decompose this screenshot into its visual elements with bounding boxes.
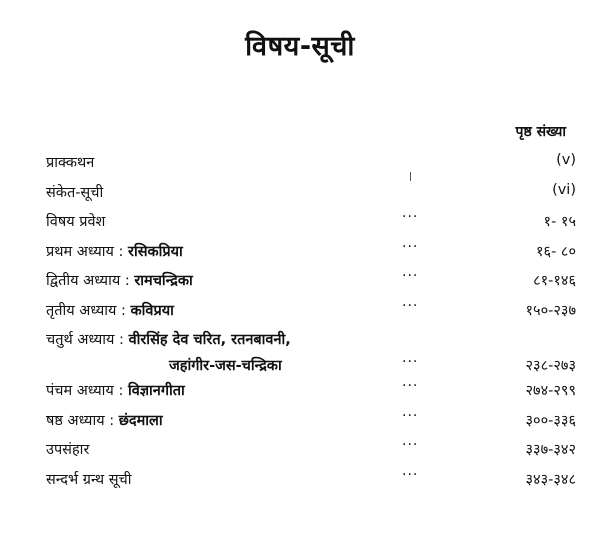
chapter-title: वीरसिंह देव चरित, रतनबावनी, bbox=[128, 332, 291, 348]
toc-entry-pages: ३४३-३४८ bbox=[525, 471, 576, 488]
leader-dots: ··· bbox=[402, 268, 419, 284]
toc-entry-pages: १६- ८० bbox=[535, 243, 576, 260]
toc-entry-chapter-3 bbox=[46, 298, 576, 328]
toc-entry-pages: १- १५ bbox=[543, 214, 576, 230]
toc-entry-chapter-1 bbox=[46, 239, 576, 269]
page-number-column-header: पृष्ठ संख्या bbox=[515, 124, 566, 140]
toc-entry-label: द्वितीय अध्याय : रामचन्द्रिका bbox=[46, 273, 193, 289]
toc-entry-pages: २३८-२७३ bbox=[525, 358, 576, 374]
chapter-title-continued: जहांगीर-जस-चन्द्रिका bbox=[169, 358, 282, 374]
page-title: विषय-सूची bbox=[245, 31, 355, 62]
toc-entry-label: सन्दर्भ ग्रन्थ सूची bbox=[46, 471, 132, 488]
toc-entry-label: तृतीय अध्याय : कविप्रया bbox=[46, 302, 174, 319]
leader-dots: ··· bbox=[402, 297, 419, 314]
toc-entry-label: पंचम अध्याय : विज्ञानगीता bbox=[46, 383, 185, 399]
leader-dots: ··· bbox=[402, 378, 419, 394]
chapter-title: कविप्रया bbox=[130, 302, 174, 319]
toc-entry-upsanhar bbox=[46, 437, 576, 467]
leader-dots: ··· bbox=[402, 354, 419, 370]
toc-entry-chapter-6 bbox=[46, 408, 576, 438]
toc-entry-label: संकेत-सूची bbox=[46, 184, 104, 201]
toc-entry-bibliography bbox=[46, 467, 576, 497]
toc-entry-pages: (v) bbox=[556, 152, 576, 168]
leader-dots: ··· bbox=[402, 238, 419, 255]
toc-entry-pages: ३००-३३६ bbox=[525, 412, 576, 429]
toc-entry-chapter-2 bbox=[46, 268, 576, 298]
leader-dots: ··· bbox=[402, 407, 419, 424]
chapter-title: छंदमाला bbox=[118, 412, 163, 429]
toc-entry-list bbox=[46, 150, 576, 496]
toc-entry-pages: १५०-२३७ bbox=[525, 302, 576, 319]
toc-entry-label: षष्ठ अध्याय : छंदमाला bbox=[46, 412, 163, 429]
toc-entry-pages: (vi) bbox=[552, 181, 576, 198]
toc-entry-label: चतुर्थ अध्याय : वीरसिंह देव चरित, रतनबावनी, जहांगीर-जस-चन्द्रिका bbox=[46, 332, 291, 374]
toc-entry-pages: ८१-१४६ bbox=[533, 273, 576, 289]
toc-entry-label: उपसंहार bbox=[46, 442, 90, 458]
chapter-title: विज्ञानगीता bbox=[127, 383, 185, 399]
chapter-title: रसिकप्रिया bbox=[128, 243, 183, 260]
toc-entry-prakkathan bbox=[46, 150, 576, 180]
toc-entry-chapter-5 bbox=[46, 378, 576, 408]
toc-entry-label: प्रथम अध्याय : रसिकप्रिया bbox=[46, 243, 183, 260]
toc-entry-vishay-pravesh bbox=[46, 209, 576, 239]
toc-entry-chapter-4 bbox=[46, 327, 576, 378]
chapter-title: रामचन्द्रिका bbox=[134, 273, 193, 289]
leader-dots: ··· bbox=[402, 466, 419, 483]
toc-entry-label: प्राक्कथन bbox=[46, 155, 95, 171]
toc-entry-label: विषय प्रवेश bbox=[46, 214, 106, 230]
toc-entry-pages: ३३७-३४२ bbox=[525, 442, 576, 458]
toc-entry-pages: २७४-२९९ bbox=[525, 383, 576, 399]
toc-entry-sanket-suchi bbox=[46, 180, 576, 210]
leader-dots: ··· bbox=[402, 437, 419, 453]
leader-dots: ··· bbox=[402, 209, 419, 225]
